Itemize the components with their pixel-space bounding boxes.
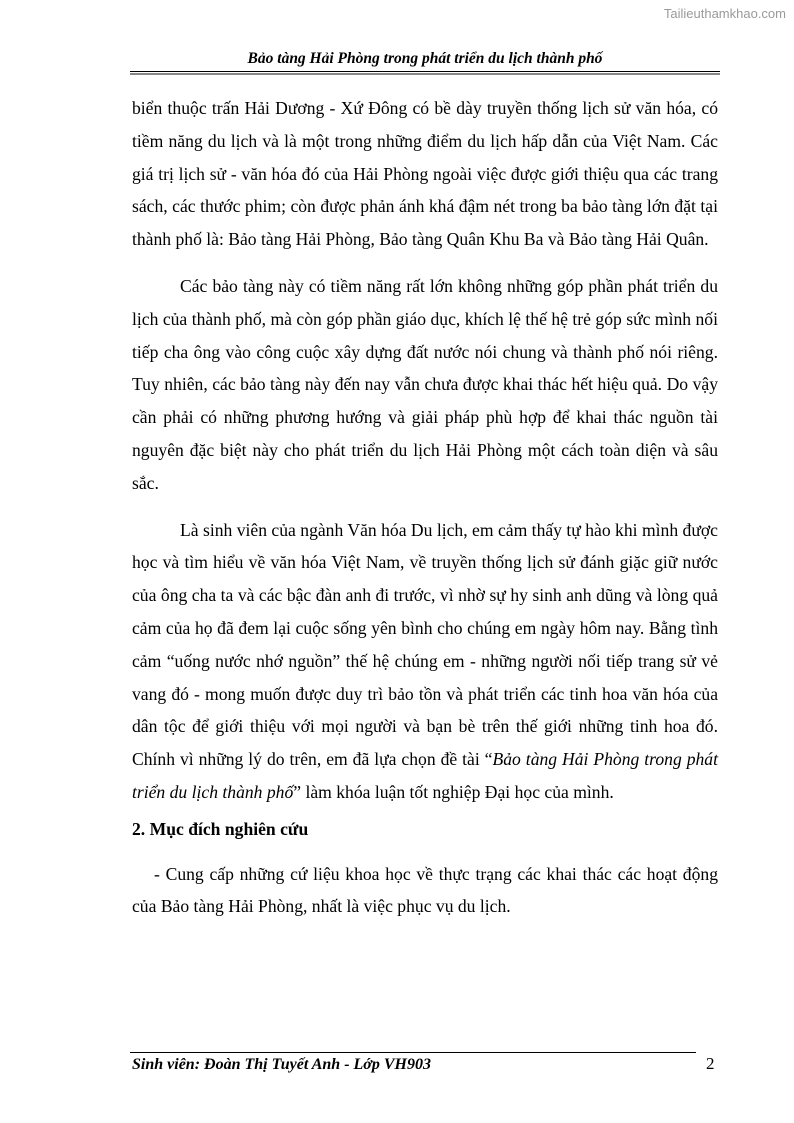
- section-heading: 2. Mục đích nghiên cứu: [132, 818, 309, 839]
- document-body: [132, 92, 718, 923]
- footer-rule: [130, 1052, 696, 1053]
- bullet-item: - Cung cấp những cứ liệu khoa học về thực trạng các khai thác các hoạt động của Bảo tàng Hải Phòng, nhất là việc phục vụ du lịch.: [132, 863, 718, 917]
- running-header: Bảo tàng Hải Phòng trong phát triển du lịch thành phố: [247, 50, 603, 67]
- paragraph-3-text-after: ” làm khóa luận tốt nghiệp Đại học của mình.: [293, 781, 614, 802]
- paragraph-3: [132, 514, 718, 809]
- paragraph-3-text-before: Là sinh viên của ngành Văn hóa Du lịch, em cảm thấy tự hào khi mình được học và tìm hiểu về văn hóa Việt Nam, về truyền thống lịch sử đánh giặc giữ nước của ông cha ta và các bậc đàn anh đi trước, vì nhờ sự hy sinh anh dũng và lòng quả cảm của họ đã đem lại cuộc sống yên bình cho chúng em ngày hôm nay. Bằng tình cảm “uống nước nhớ nguồn” thế hệ chúng em - những người nối tiếp trang sử vẻ vang đó - mong muốn được duy trì bảo tồn và phát triển các tinh hoa văn hóa của dân tộc để giới thiệu với mọi người và bạn bè trên thế giới những tinh hoa đó. Chính vì những lý do trên, em đã lựa chọn đề tài “: [132, 519, 718, 770]
- thesis-title: Bảo tàng Hải Phòng trong phát triển du lịch thành phố: [132, 749, 718, 802]
- header-rule: [130, 71, 720, 75]
- page-number: 2: [706, 1054, 715, 1073]
- footer-author: Sinh viên: Đoàn Thị Tuyết Anh - Lớp VH903: [132, 1056, 431, 1073]
- watermark-text: Tailieuthamkhao.com: [663, 6, 786, 21]
- paragraph-2: Các bảo tàng này có tiềm năng rất lớn không những góp phần phát triển du lịch của thành phố, mà còn góp phần giáo dục, khích lệ thế hệ trẻ góp sức mình nối tiếp cha ông vào công cuộc xây dựng đất nước nói chung và thành phố nói riêng. Tuy nhiên, các bảo tàng này đến nay vẫn chưa được khai thác hết hiệu quả. Do vậy cần phải có những phương hướng và giải pháp phù hợp để khai thác nguồn tài nguyên đặc biệt này cho phát triển du lịch Hải Phòng một cách toàn diện và sâu sắc.: [132, 275, 718, 493]
- paragraph-1: biển thuộc trấn Hải Dương - Xứ Đông có bề dày truyền thống lịch sử văn hóa, có tiềm năng du lịch và là một trong những điểm du lịch hấp dẫn của Việt Nam. Các giá trị lịch sử - văn hóa đó của Hải Phòng ngoài việc được giới thiệu qua các trang sách, các thước phim; còn được phản ánh khá đậm nét trong ba bảo tàng lớn đặt tại thành phố là: Bảo tàng Hải Phòng, Bảo tàng Quân Khu Ba và Bảo tàng Hải Quân.: [132, 98, 718, 250]
